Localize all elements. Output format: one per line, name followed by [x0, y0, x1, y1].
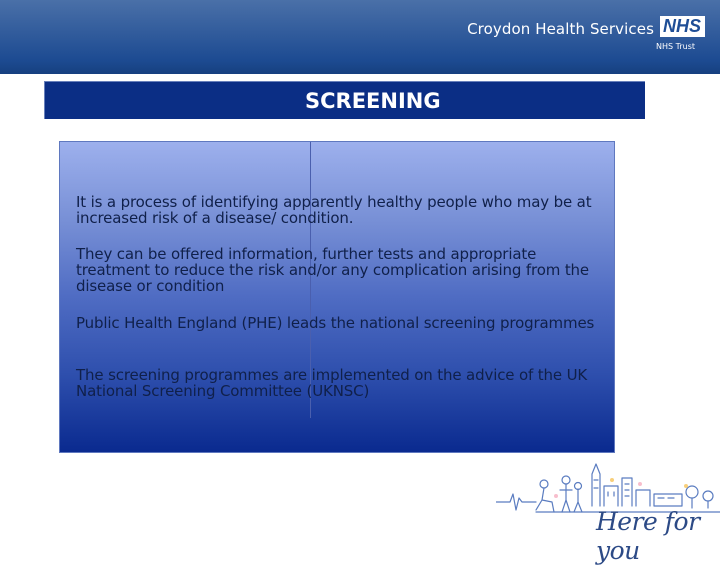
person-head: [540, 480, 548, 488]
heartbeat-line: [496, 494, 536, 510]
organization-name: Croydon Health Services: [467, 20, 654, 38]
paragraph-phe: Public Health England (PHE) leads the national screening programmes: [76, 314, 595, 332]
paragraph-offer: They can be offered information, further tests and appropriate treatment to reduce the risk and/or any complication arising from the disease or condition: [76, 245, 589, 295]
header-band: [0, 0, 720, 74]
nhs-logo: NHS: [660, 16, 705, 37]
content-box: [59, 141, 615, 453]
trust-label: NHS Trust: [656, 42, 695, 51]
paragraph-uknsc: The screening programmes are implemented on the advice of the UK National Screening Committee (UKNSC): [76, 366, 588, 400]
slogan-here-for-you: Here for you: [596, 507, 700, 565]
person-body: [536, 488, 554, 512]
paragraph-definition: It is a process of identifying apparently healthy people who may be at increased risk of a disease/ condition.: [76, 193, 592, 227]
tower: [592, 464, 600, 506]
tram: [654, 494, 682, 506]
slide-title-bar: [44, 81, 645, 119]
slide-title: SCREENING: [305, 89, 441, 113]
